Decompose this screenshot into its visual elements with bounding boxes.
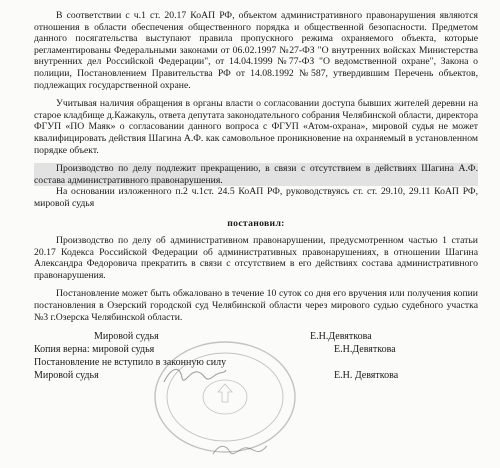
- signature-role: Мировой судья: [34, 370, 99, 382]
- signature-line-judge-final: [34, 370, 478, 383]
- signature-name: Е.Н.Девяткова: [310, 331, 372, 343]
- paragraph-appeal: Постановление может быть обжаловано в течение 10 суток со дня его вручения или получения копии постановления в Озерский городской суд Челябинской области через мирового судью судебного участка №3 г.Озерска Челябинской области.: [34, 288, 478, 323]
- paragraph-qualification: Учитывая наличия обращения в органы власти о согласовании доступа бывших жителей деревни на старое кладбище д.Кажакуль, ответа депутата законодательного собрания Челябинской области, директора ФГУП «ПО Маяк» о согласовании данного вопроса с ФГУП «Атом-охрана», мировой судья не может квалифицировать действия Шагина А.Ф. как самовольное проникновение на охраняемый в установленном порядке объект.: [34, 98, 478, 156]
- signature-note: Постановление не вступило в законную силу: [34, 357, 227, 369]
- paragraph-resolution: Производство по делу об административном правонарушении, предусмотренном частью 1 статьи 20.17 Кодекса Российской Федерации об административных правонарушениях, в отношении Шагина Александра Федоровича прекратить в связи с отсутствием в его действиях состава административного правонарушения.: [34, 235, 478, 281]
- signature-line-not-in-force: [34, 357, 478, 370]
- resolution-heading: постановил:: [227, 217, 285, 229]
- handwritten-signature-copy: [210, 440, 270, 460]
- signature-name: Е.Н. Девяткова: [334, 370, 399, 382]
- paragraph-object-of-offense: В соответствии с ч.1 ст. 20.17 КоАП РФ, объектом административного правонарушения являются отношения в области обеспечения общественного порядка и общественной безопасности. Предметом данного посягательства выступают правила пропускного режима охраняемого объекта, которые регламентированы Федеральными законами от 06.02.1997 №27-ФЗ "О внутренних войсках Министерства внутренних дел Российской Федерации", от 14.04.1999 №77-ФЗ "О ведомственной охране", Закона о полиции, Постановлением Правительства РФ от 14.08.1992 №587, утвердившим Перечень объектов, подлежащих государственной охране.: [34, 10, 478, 91]
- paragraph-termination-grounds: Производство по делу подлежит прекращению, в связи с отсутствием в действиях Шагина А.Ф. состава административного правонарушения.: [34, 163, 478, 186]
- signature-role: Копия верна: мировой судья: [34, 344, 155, 356]
- signature-line-judge: [34, 331, 478, 344]
- paragraph-legal-basis: На основании изложенного п.2 ч.1ст. 24.5 КоАП РФ, руководствуясь ст. ст. 29.10, 29.11 КоАП РФ, мировой судья: [34, 186, 478, 209]
- signature-name: Е.Н.Девяткова: [334, 344, 396, 356]
- signature-line-copy-verified: [34, 344, 478, 357]
- signature-role: Мировой судья: [94, 331, 159, 343]
